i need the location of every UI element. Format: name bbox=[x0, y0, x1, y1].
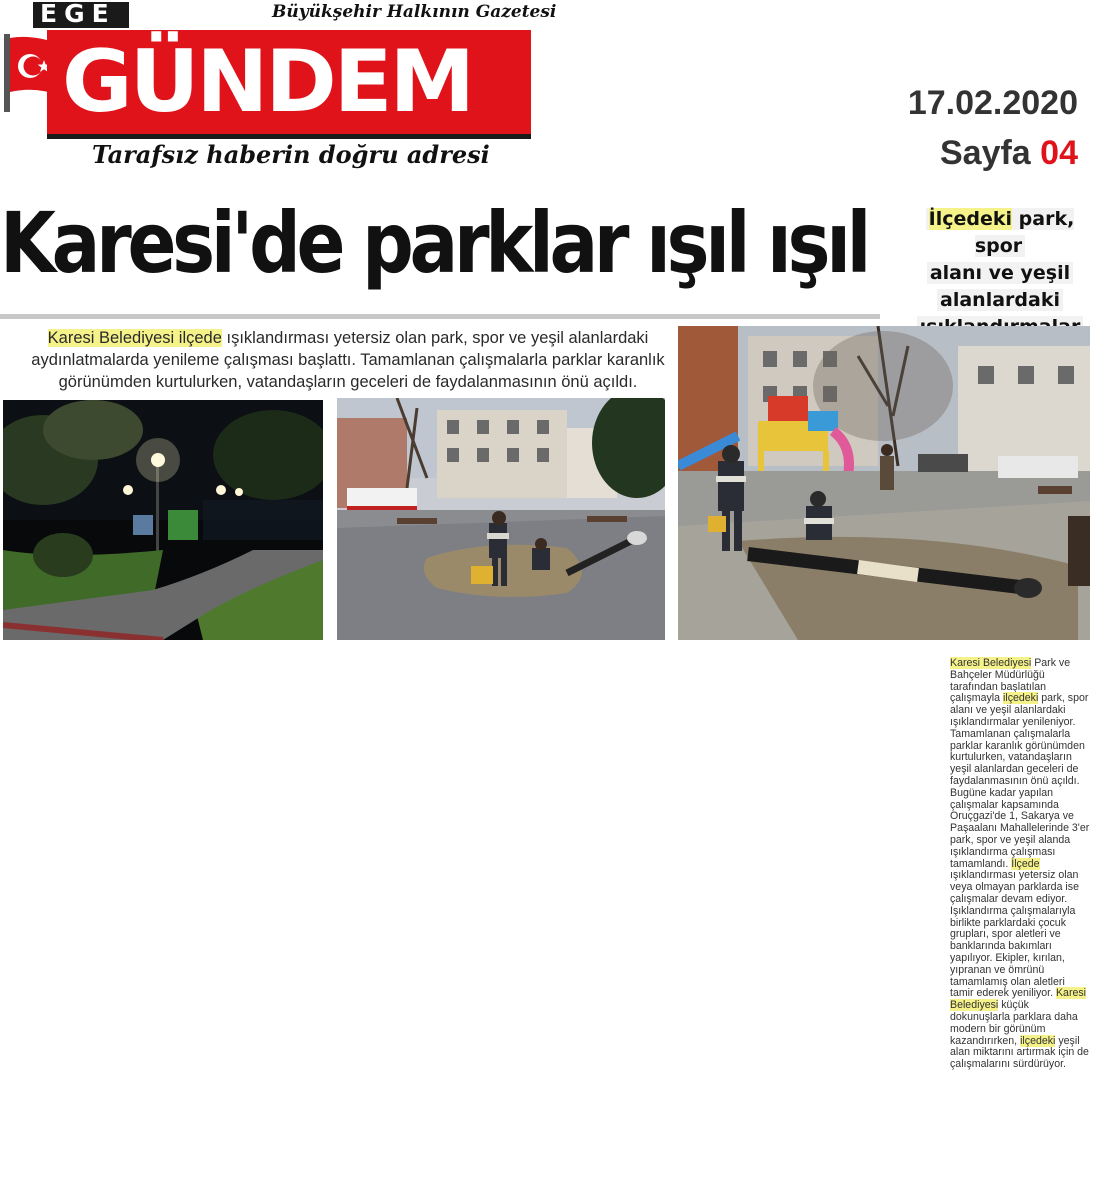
photo-workers-playground bbox=[678, 326, 1090, 640]
article-body bbox=[950, 658, 1090, 1071]
night-park-image bbox=[3, 400, 323, 640]
body-text-4: küçük dokunuşlarla parklara daha modern bir görünüm kazandırırken, bbox=[950, 999, 1078, 1047]
newspaper-title: GÜNDEM bbox=[62, 32, 473, 132]
masthead-slogan-top: Büyükşehir Halkının Gazetesi bbox=[272, 2, 557, 22]
body-highlight-1: Karesi Belediyesi bbox=[950, 657, 1032, 669]
issue-page bbox=[940, 134, 1078, 173]
photo-workers-repairing bbox=[337, 398, 665, 640]
sidebar-highlight: İlçedeki bbox=[928, 208, 1013, 230]
body-highlight-4: Karesi Belediyesi bbox=[950, 987, 1087, 1012]
body-text-5: yeşil alan miktarını artırmak için de çalışmalarını sürdürüyor. bbox=[950, 1034, 1089, 1071]
article-headline: Karesi'de parklar ışıl ışıl bbox=[0, 194, 868, 292]
body-highlight-5: ilçedeki bbox=[1020, 1034, 1056, 1047]
body-highlight-2: ilçedeki bbox=[1002, 692, 1039, 705]
sidebar-line-1: park, spor bbox=[974, 208, 1075, 257]
sidebar-line-2: alanı ve yeşil bbox=[927, 262, 1073, 284]
body-highlight-3: İlçede bbox=[1011, 857, 1040, 870]
page-label: Sayfa bbox=[939, 134, 1031, 172]
workers-repair-image bbox=[337, 398, 665, 640]
lead-text: ışıklandırması yetersiz olan park, spor ve yeşil alanlardaki aydınlatmalarda yenileme çalışması başlattı. Tamamlanan çalışmalarla parklar karanlık görünümden kurtulurken, vatandaşların geceleri de faydalanmasının önü açıldı. bbox=[31, 329, 665, 391]
body-text-1: Park ve Bahçeler Müdürlüğü tarafından başlatılan çalışmayla bbox=[950, 657, 1071, 705]
headline-divider bbox=[0, 314, 880, 319]
issue-date: 17.02.2020 bbox=[907, 84, 1078, 122]
sidebar-line-3: alanlardaki bbox=[937, 289, 1063, 311]
workers-playground-image bbox=[678, 326, 1090, 640]
masthead-slogan-bottom: Tarafsız haberin doğru adresi bbox=[92, 140, 490, 169]
body-text-3: ışıklandırması yetersiz olan veya olmayan parklarda ise çalışmalar devam ediyor. Işıklandırma çalışmalarıyla birlikte parklardaki çocuk grupları, spor aletleri ve banklarında bakımları yapılıyor. Ekipler, kırılan, yıpranan ve ömrünü tamamlamış olan aletleri tamir ederek yeniliyor. bbox=[950, 869, 1079, 1000]
article-body-paragraph bbox=[950, 658, 1090, 1071]
lead-highlight: Karesi Belediyesi ilçede bbox=[47, 329, 222, 347]
page-number: 04 bbox=[1040, 134, 1078, 172]
article-lead bbox=[18, 327, 678, 393]
body-text-2: park, spor alanı ve yeşil alanlardaki ışıklandırmalar yenileniyor. Tamamlanan çalışmalarla parklar karanlık görünümden kurtulurken, vatandaşların yeşil alanlardan geceleri de faydalanmasının önü açıldı. Bugüne kadar yapılan çalışmalar kapsamında Oruçgazi'de 1, Sakarya ve Paşaalanı Mahallelerinde 3'er park, spor ve yeşil alanda ışıklandırma çalışması tamamlandı. bbox=[950, 692, 1090, 870]
photo-park-at-night bbox=[3, 400, 323, 640]
ege-label: EGE bbox=[40, 0, 116, 28]
